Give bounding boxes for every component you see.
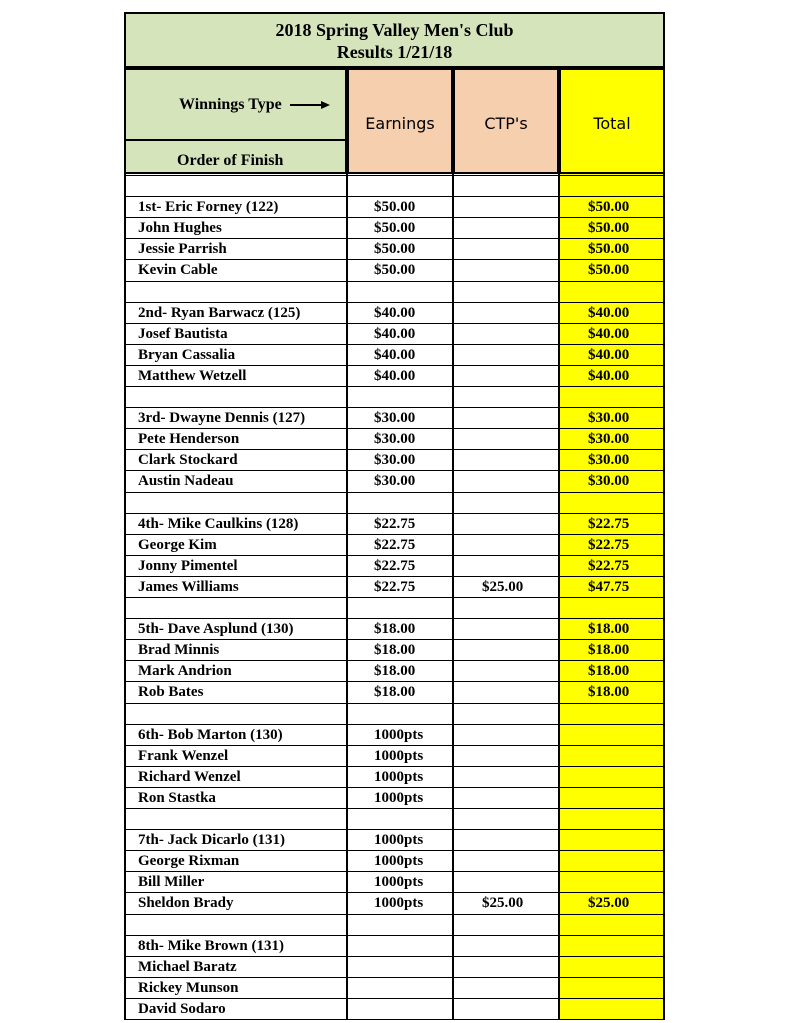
- player-name-cell: 5th- Dave Asplund (130): [138, 621, 294, 638]
- player-name-cell: 8th- Mike Brown (131): [138, 937, 284, 954]
- player-name-cell: Bill Miller: [138, 874, 205, 891]
- column-border-earnings: [346, 174, 348, 1020]
- player-name-cell: David Sodaro: [138, 1000, 226, 1017]
- earnings-cell: $50.00: [374, 199, 416, 216]
- table-row: [124, 957, 665, 978]
- total-cell: $50.00: [588, 199, 630, 216]
- title-line-1: 2018 Spring Valley Men's Club: [275, 20, 514, 40]
- earnings-cell: $18.00: [374, 663, 416, 680]
- table-row: [124, 788, 665, 809]
- earnings-cell: 1000pts: [374, 874, 424, 891]
- player-name-cell: Bryan Cassalia: [138, 346, 236, 363]
- earnings-cell: 1000pts: [374, 895, 424, 912]
- total-cell: $30.00: [588, 431, 630, 448]
- player-name-cell: Jonny Pimentel: [138, 557, 238, 574]
- earnings-cell: $30.00: [374, 452, 416, 469]
- total-cell: $47.75: [588, 578, 630, 595]
- total-cell: $18.00: [588, 642, 630, 659]
- total-cell: $30.00: [588, 410, 630, 427]
- row-divider: [124, 1019, 665, 1020]
- player-name-cell: 6th- Bob Marton (130): [138, 726, 283, 743]
- ctp-header: [453, 68, 559, 174]
- total-cell: $18.00: [588, 663, 630, 680]
- total-cell: $30.00: [588, 452, 630, 469]
- player-name-cell: Frank Wenzel: [138, 747, 229, 764]
- earnings-cell: $40.00: [374, 304, 416, 321]
- earnings-cell: $22.75: [374, 578, 416, 595]
- total-cell: $25.00: [588, 895, 630, 912]
- table-row: [124, 978, 665, 999]
- player-name-cell: Ron Stastka: [138, 789, 216, 806]
- total-cell: $22.75: [588, 536, 630, 553]
- earnings-cell: $18.00: [374, 621, 416, 638]
- total-header-label: Total: [593, 114, 631, 133]
- earnings-cell: $30.00: [374, 473, 416, 490]
- table-row: [124, 577, 665, 598]
- player-name-cell: Rob Bates: [138, 684, 204, 701]
- player-name-cell: Jessie Parrish: [138, 241, 227, 258]
- table-row: [124, 260, 665, 281]
- player-name-cell: James Williams: [138, 578, 239, 595]
- column-border-total: [558, 174, 560, 1020]
- earnings-cell: $50.00: [374, 262, 416, 279]
- total-cell: $50.00: [588, 220, 630, 237]
- column-border-right: [663, 174, 665, 1020]
- earnings-cell: 1000pts: [374, 853, 424, 870]
- table-row: [124, 682, 665, 703]
- player-name-cell: Matthew Wetzell: [138, 367, 247, 384]
- table-row: [124, 872, 665, 893]
- table-row: [124, 725, 665, 746]
- table-row: [124, 176, 665, 197]
- player-name-cell: 2nd- Ryan Barwacz (125): [138, 304, 301, 321]
- player-name-cell: Clark Stockard: [138, 452, 238, 469]
- table-row: [124, 661, 665, 682]
- earnings-cell: 1000pts: [374, 726, 424, 743]
- earnings-cell: $40.00: [374, 367, 416, 384]
- table-row: [124, 830, 665, 851]
- earnings-cell: $22.75: [374, 536, 416, 553]
- total-cell: $40.00: [588, 367, 630, 384]
- winnings-type-label: [179, 96, 330, 114]
- total-header: [559, 68, 665, 174]
- earnings-cell: 1000pts: [374, 747, 424, 764]
- total-cell: $18.00: [588, 621, 630, 638]
- earnings-cell: 1000pts: [374, 768, 424, 785]
- earnings-cell: $22.75: [374, 515, 416, 532]
- player-name-cell: Michael Baratz: [138, 958, 237, 975]
- table-row: [124, 408, 665, 429]
- table-row: [124, 936, 665, 957]
- player-name-cell: Pete Henderson: [138, 431, 240, 448]
- table-row: [124, 324, 665, 345]
- table-row: [124, 598, 665, 619]
- column-border-left: [124, 174, 126, 1020]
- earnings-cell: $30.00: [374, 410, 416, 427]
- right-arrow-icon: [290, 100, 330, 110]
- table-row: [124, 345, 665, 366]
- header-labels-cell: [124, 68, 347, 174]
- table-row: [124, 893, 665, 914]
- total-cell: $22.75: [588, 515, 630, 532]
- column-border-ctp: [452, 174, 454, 1020]
- player-name-cell: John Hughes: [138, 220, 222, 237]
- table-row: [124, 450, 665, 471]
- table-row: [124, 429, 665, 450]
- table-row: [124, 471, 665, 492]
- player-name-cell: Richard Wenzel: [138, 768, 241, 785]
- earnings-header: [347, 68, 453, 174]
- total-cell: $40.00: [588, 325, 630, 342]
- table-row: [124, 303, 665, 324]
- table-row: [124, 556, 665, 577]
- table-row: [124, 746, 665, 767]
- ctp-cell: $25.00: [482, 578, 524, 595]
- table-row: [124, 514, 665, 535]
- ctp-header-label: CTP's: [484, 114, 528, 133]
- title-line-2: Results 1/21/18: [336, 42, 453, 62]
- player-name-cell: 1st- Eric Forney (122): [138, 199, 279, 216]
- total-cell: $50.00: [588, 262, 630, 279]
- table-row: [124, 640, 665, 661]
- player-name-cell: George Kim: [138, 536, 217, 553]
- earnings-cell: $30.00: [374, 431, 416, 448]
- earnings-cell: $18.00: [374, 684, 416, 701]
- player-name-cell: 4th- Mike Caulkins (128): [138, 515, 299, 532]
- table-row: [124, 493, 665, 514]
- sheet-title: [124, 12, 665, 68]
- table-row: [124, 218, 665, 239]
- player-name-cell: Brad Minnis: [138, 642, 220, 659]
- table-row: [124, 387, 665, 408]
- table-row: [124, 809, 665, 830]
- table-row: [124, 197, 665, 218]
- player-name-cell: Kevin Cable: [138, 262, 218, 279]
- earnings-cell: $40.00: [374, 346, 416, 363]
- earnings-cell: 1000pts: [374, 789, 424, 806]
- table-row: [124, 999, 665, 1020]
- player-name-cell: 7th- Jack Dicarlo (131): [138, 832, 286, 849]
- player-name-cell: George Rixman: [138, 853, 240, 870]
- ctp-cell: $25.00: [482, 895, 524, 912]
- table-row: [124, 239, 665, 260]
- table-row: [124, 915, 665, 936]
- table-row: [124, 767, 665, 788]
- total-cell: $18.00: [588, 684, 630, 701]
- player-name-cell: Austin Nadeau: [138, 473, 234, 490]
- order-of-finish-label: Order of Finish: [177, 152, 284, 169]
- total-cell: $22.75: [588, 557, 630, 574]
- earnings-cell: $22.75: [374, 557, 416, 574]
- table-row: [124, 366, 665, 387]
- results-sheet: [124, 12, 665, 1020]
- table-row: [124, 704, 665, 725]
- table-row: [124, 619, 665, 640]
- player-name-cell: Josef Bautista: [138, 325, 228, 342]
- player-name-cell: Rickey Munson: [138, 979, 239, 996]
- player-name-cell: Sheldon Brady: [138, 895, 234, 912]
- player-name-cell: 3rd- Dwayne Dennis (127): [138, 410, 306, 427]
- player-name-cell: Mark Andrion: [138, 663, 232, 680]
- table-row: [124, 535, 665, 556]
- total-cell: $40.00: [588, 346, 630, 363]
- earnings-cell: $18.00: [374, 642, 416, 659]
- table-row: [124, 282, 665, 303]
- total-cell: $50.00: [588, 241, 630, 258]
- earnings-cell: $50.00: [374, 220, 416, 237]
- header-divider: [126, 139, 345, 141]
- total-cell: $30.00: [588, 473, 630, 490]
- table-row: [124, 851, 665, 872]
- earnings-header-label: Earnings: [365, 114, 435, 133]
- winnings-type-text: Winnings Type: [179, 96, 282, 113]
- earnings-cell: $50.00: [374, 241, 416, 258]
- total-cell: $40.00: [588, 304, 630, 321]
- earnings-cell: 1000pts: [374, 832, 424, 849]
- earnings-cell: $40.00: [374, 325, 416, 342]
